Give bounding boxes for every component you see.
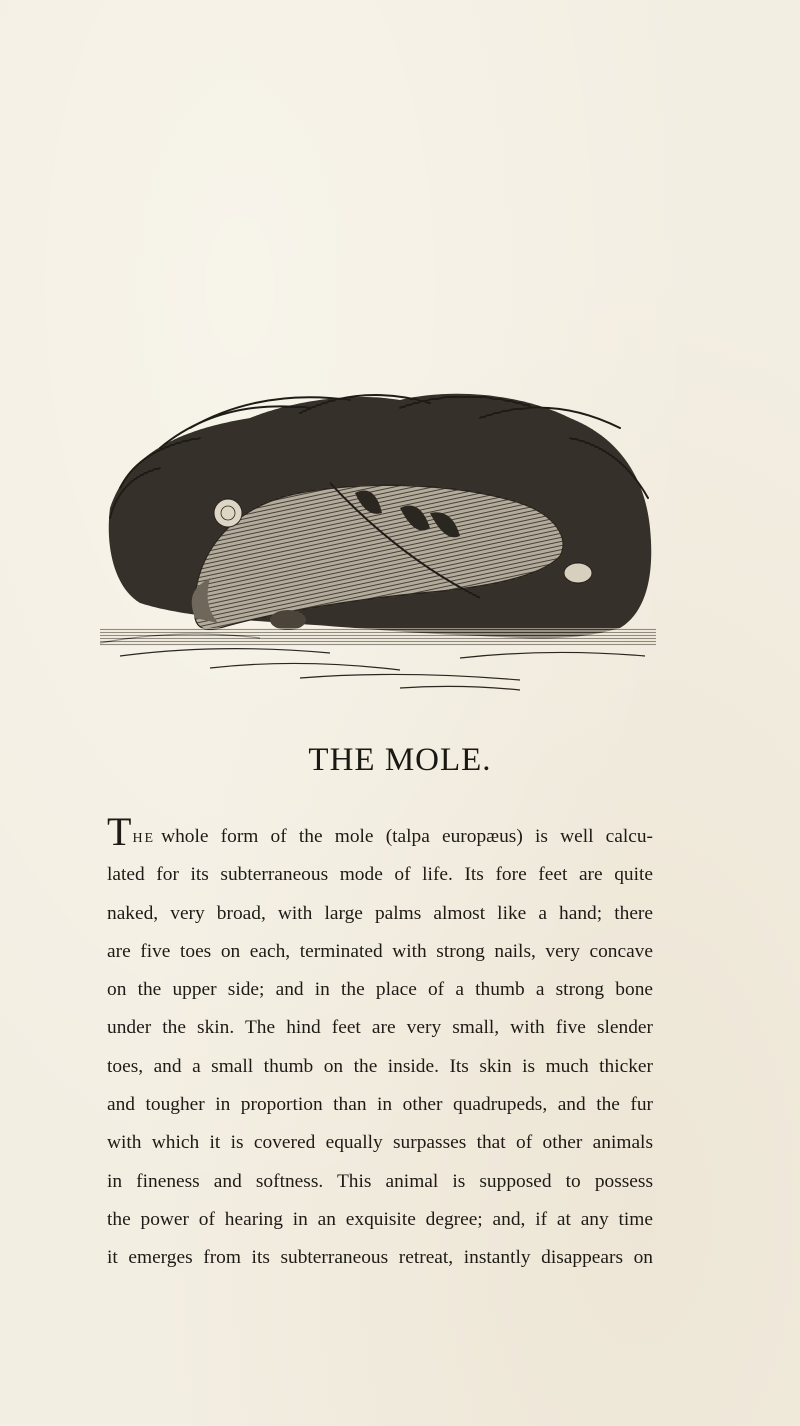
mole-engraving-illustration xyxy=(100,388,656,698)
text-line: lated for its subterraneous mode of life. Its fore feet are quite xyxy=(107,864,653,886)
text-line: naked, very broad, with large palms almost like a hand; there xyxy=(107,902,653,924)
text-line: toes, and a small thumb on the inside. Its skin is much thicker xyxy=(107,1055,653,1077)
text-line: under the skin. The hind feet are very small, with five slender xyxy=(107,1017,653,1039)
text-line: the power of hearing in an exquisite degree; and, if at any time xyxy=(107,1208,653,1230)
text-line: with which it is covered equally surpasses that of other animals xyxy=(107,1132,653,1154)
text-line: and tougher in proportion than in other quadrupeds, and the fur xyxy=(107,1094,653,1116)
first-word-smallcaps: HE xyxy=(132,831,156,846)
text-line: on the upper side; and in the place of a thumb a strong bone xyxy=(107,979,653,1001)
chapter-title: THE MOLE. xyxy=(308,742,492,778)
text-line xyxy=(107,809,653,856)
line-text: whole form of the mole (talpa europæus) is well calcu- xyxy=(161,826,653,847)
text-line: are five toes on each, terminated with strong nails, very concave xyxy=(107,940,653,962)
body-paragraph xyxy=(107,809,653,1278)
drop-cap: T xyxy=(107,809,132,854)
text-line: in fineness and softness. This animal is supposed to possess xyxy=(107,1170,653,1192)
text-line: it emerges from its subterraneous retreat, instantly disappears on xyxy=(107,1247,653,1269)
